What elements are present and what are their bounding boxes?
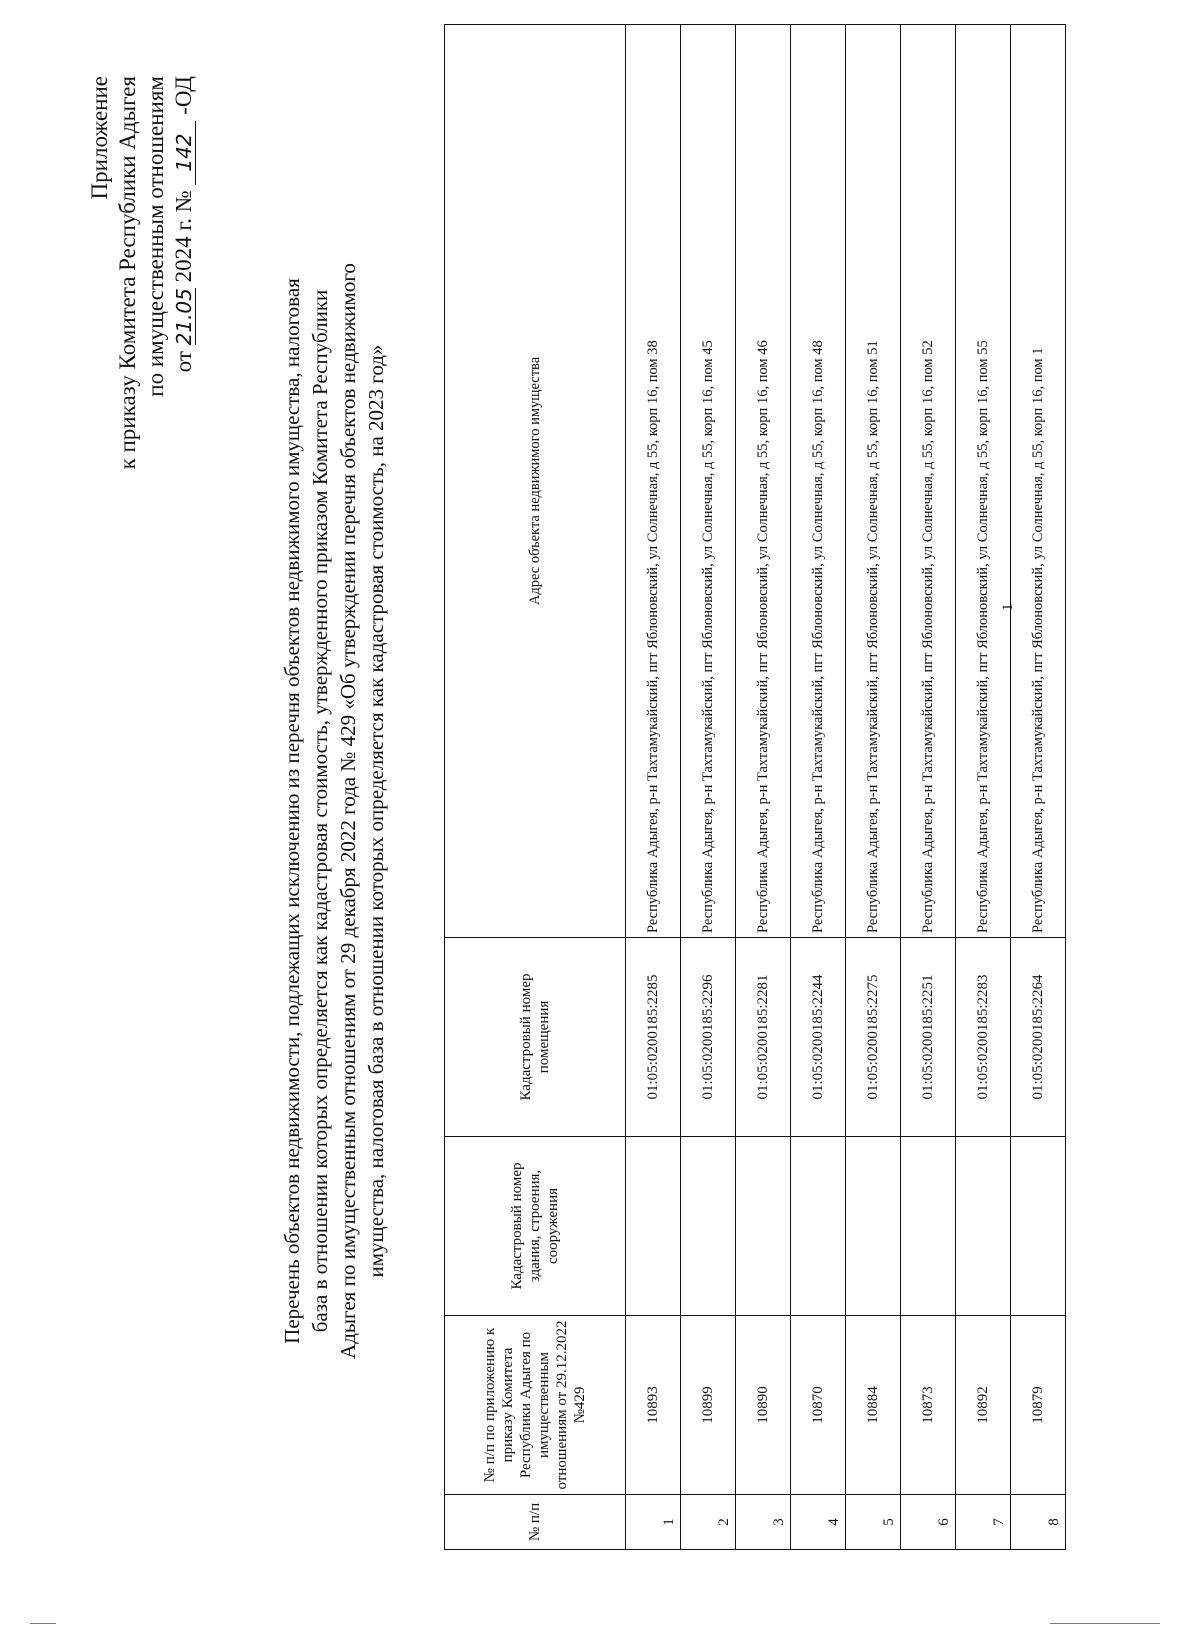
scan-mark — [30, 1623, 56, 1624]
table-row — [736, 25, 791, 1550]
row-address: Республика Адыгея, р-н Тахтамукайский, пгт Яблоновский, ул Солнечная, д 55, корп 16, пом 46 — [736, 25, 791, 938]
title-line-4: имущества, налоговая база в отношении которых определяется как кадастровая стоимость, на 2023 год» — [364, 344, 388, 1278]
year-and-number-label: 2024 г. № — [171, 190, 196, 283]
appendix-order-line: к приказу Комитета Республики Адыгея — [115, 76, 140, 470]
header-address: Адрес объекта недвижимого имущества — [445, 25, 626, 938]
table-row — [791, 25, 846, 1550]
scan-mark — [1050, 1623, 1160, 1624]
table-row — [1011, 25, 1066, 1550]
appendix-header — [86, 76, 198, 796]
row-building — [1011, 1137, 1066, 1316]
row-num: 3 — [736, 1495, 791, 1550]
row-ref: 10873 — [901, 1316, 956, 1495]
page-number: 1 — [1000, 603, 1016, 611]
row-ref: 10893 — [626, 1316, 681, 1495]
row-ref: 10890 — [736, 1316, 791, 1495]
row-address: Республика Адыгея, р-н Тахтамукайский, пгт Яблоновский, ул Солнечная, д 55, корп 16, пом 1 — [1011, 25, 1066, 938]
handwritten-date: 21.05 — [172, 288, 196, 346]
row-ref: 10879 — [1011, 1316, 1066, 1495]
appendix-committee-line: по имущественным отношениям — [143, 76, 168, 397]
date-prefix: от — [171, 351, 196, 373]
table-row — [846, 25, 901, 1550]
row-address: Республика Адыгея, р-н Тахтамукайский, пгт Яблоновский, ул Солнечная, д 55, корп 16, пом 45 — [681, 25, 736, 938]
row-num: 5 — [846, 1495, 901, 1550]
row-premises: 01:05:0200185:2264 — [1011, 938, 1066, 1137]
row-premises: 01:05:0200185:2244 — [791, 938, 846, 1137]
row-building — [956, 1137, 1011, 1316]
row-num: 6 — [901, 1495, 956, 1550]
row-premises: 01:05:0200185:2281 — [736, 938, 791, 1137]
table-row — [956, 25, 1011, 1550]
table-row — [681, 25, 736, 1550]
number-suffix: -ОД — [171, 76, 196, 115]
row-premises: 01:05:0200185:2283 — [956, 938, 1011, 1137]
row-num: 8 — [1011, 1495, 1066, 1550]
title-line-2: база в отношении которых определяется как кадастровая стоимость, утвержденного приказом Комитета Республики — [308, 289, 332, 1333]
header-num: № п/п — [445, 1495, 626, 1550]
row-num: 7 — [956, 1495, 1011, 1550]
row-num: 1 — [626, 1495, 681, 1550]
row-building — [791, 1137, 846, 1316]
row-ref: 10870 — [791, 1316, 846, 1495]
header-ref: № п/п по приложению к приказу Комитета Республики Адыгея по имущественным отношениям от 29.12.2022 №429 — [445, 1316, 626, 1495]
row-building — [846, 1137, 901, 1316]
row-building — [901, 1137, 956, 1316]
row-building — [626, 1137, 681, 1316]
table-row — [626, 25, 681, 1550]
header-building-cadastral: Кадастровый номер здания, строения, сооружения — [445, 1137, 626, 1316]
appendix-date-line — [170, 76, 198, 796]
row-address: Республика Адыгея, р-н Тахтамукайский, пгт Яблоновский, ул Солнечная, д 55, корп 16, пом 51 — [846, 25, 901, 938]
document-title — [278, 121, 390, 1501]
table-header-row — [445, 25, 626, 1550]
appendix-title: Приложение — [87, 76, 112, 200]
row-num: 4 — [791, 1495, 846, 1550]
header-premises-cadastral: Кадастровый номер помещения — [445, 938, 626, 1137]
table-row — [901, 25, 956, 1550]
handwritten-number: 142 — [173, 121, 196, 185]
row-premises: 01:05:0200185:2275 — [846, 938, 901, 1137]
row-premises: 01:05:0200185:2285 — [626, 938, 681, 1137]
row-ref: 10892 — [956, 1316, 1011, 1495]
row-building — [681, 1137, 736, 1316]
objects-table — [444, 24, 1066, 1550]
row-building — [736, 1137, 791, 1316]
row-address: Республика Адыгея, р-н Тахтамукайский, пгт Яблоновский, ул Солнечная, д 55, корп 16, пом 55 — [956, 25, 1011, 938]
row-ref: 10884 — [846, 1316, 901, 1495]
row-ref: 10899 — [681, 1316, 736, 1495]
title-line-3: Адыгея по имущественным отношениям от 29 декабря 2022 года № 429 «Об утверждении перечня объектов недвижимого — [336, 263, 360, 1359]
row-address: Республика Адыгея, р-н Тахтамукайский, пгт Яблоновский, ул Солнечная, д 55, корп 16, пом 52 — [901, 25, 956, 938]
row-address: Республика Адыгея, р-н Тахтамукайский, пгт Яблоновский, ул Солнечная, д 55, корп 16, пом 48 — [791, 25, 846, 938]
row-address: Республика Адыгея, р-н Тахтамукайский, пгт Яблоновский, ул Солнечная, д 55, корп 16, пом 38 — [626, 25, 681, 938]
row-premises: 01:05:0200185:2251 — [901, 938, 956, 1137]
row-num: 2 — [681, 1495, 736, 1550]
title-line-1: Перечень объектов недвижимости, подлежащих исключению из перечня объектов недвижимого имущества, налоговая — [280, 278, 304, 1344]
row-premises: 01:05:0200185:2296 — [681, 938, 736, 1137]
